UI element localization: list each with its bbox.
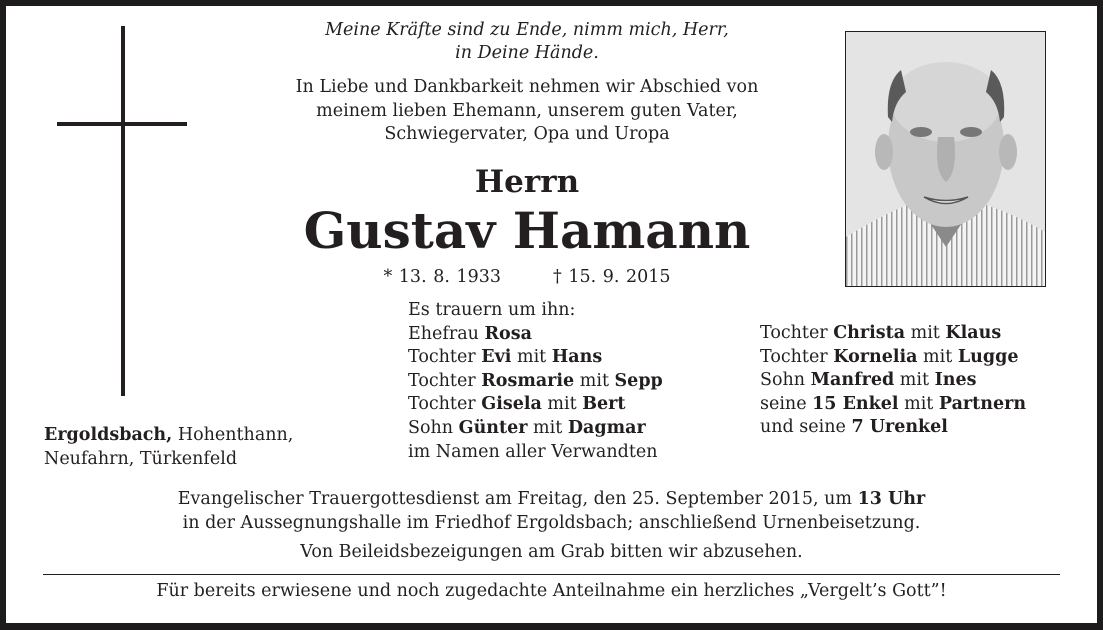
verse-line-2: in Deine Hände.: [455, 43, 599, 63]
mourners-heading: Es trauern um ihn:: [408, 300, 576, 320]
place-main: Ergoldsbach,: [44, 425, 173, 445]
cross-icon-vertical: [121, 26, 125, 396]
mourners-closing: im Namen aller Verwandten: [408, 441, 658, 462]
mourner-row: Tochter Rosmarie mit Sepp: [408, 370, 663, 391]
mourner-row: Tochter Kornelia mit Lugge: [760, 346, 1019, 367]
intro-line-1: In Liebe und Dankbarkeit nehmen wir Abschied von: [295, 77, 759, 97]
mourner-row: Tochter Evi mit Hans: [408, 347, 603, 368]
condolence-note: Von Beileidsbezeigungen am Grab bitten wir abzusehen.: [300, 542, 803, 562]
mourner-row: Sohn Manfred mit Ines: [760, 370, 977, 391]
life-dates: [232, 265, 822, 289]
thanks-note: Für bereits erwiesene und noch zugedachte Anteilnahme ein herzliches „Vergelt’s Gott”!: [156, 581, 947, 601]
mourner-row: Ehefrau Rosa: [408, 323, 532, 344]
mourner-row: Tochter Gisela mit Bert: [408, 394, 626, 415]
deceased-name: Gustav Hamann: [303, 201, 751, 260]
intro-text: [232, 76, 822, 147]
obituary-card: [6, 6, 1097, 623]
intro-line-3: Schwiegervater, Opa und Uropa: [384, 124, 670, 144]
birth-date: * 13. 8. 1933: [383, 267, 501, 287]
salutation: Herrn: [474, 164, 580, 200]
service-time: 13 Uhr: [857, 489, 926, 509]
mourner-row: Sohn Günter mit Dagmar: [408, 417, 646, 438]
mourner-row: Tochter Christa mit Klaus: [760, 323, 1002, 343]
mourners-list-right: [760, 322, 1026, 440]
portrait-photo: [845, 31, 1046, 287]
cross-icon-horizontal: [57, 122, 187, 126]
places: Ergoldsbach, Hohenthann, Neufahrn, Türkenfeld: [44, 425, 294, 469]
mourners-list-left: [408, 299, 663, 464]
death-date: † 15. 9. 2015: [553, 267, 671, 287]
mourner-row: und seine 7 Urenkel: [760, 417, 948, 438]
verse-line-1: Meine Kräfte sind zu Ende, nimm mich, Herr,: [325, 20, 729, 40]
portrait-image: [846, 32, 1045, 286]
divider: [43, 574, 1060, 575]
intro-line-2: meinem lieben Ehemann, unserem guten Vater,: [316, 100, 738, 121]
service-info: Evangelischer Trauergottesdienst am Freitag, den 25. September 2015, um 13 Uhr in der Aussegnungshalle im Friedhof Ergoldsbach; anschließend Urnenbeisetzung.: [177, 489, 926, 533]
verse: [232, 19, 822, 65]
mourner-row: seine 15 Enkel mit Partnern: [760, 393, 1027, 414]
